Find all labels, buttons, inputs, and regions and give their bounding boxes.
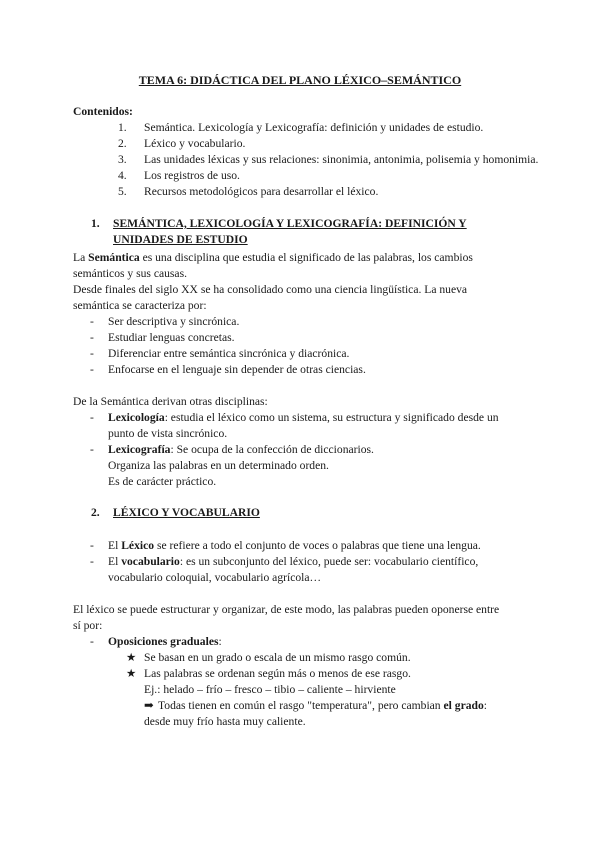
dash-bullet: - [90, 411, 94, 424]
semantica-paragraph-line-2: semánticos y sus causas. [73, 267, 187, 280]
list-item [90, 346, 349, 362]
lexicografia-line-2: Organiza las palabras en un determinado orden. [108, 459, 329, 472]
section-2-heading [91, 505, 260, 521]
lexicologia-definition-line-2: punto de vista sincrónico. [108, 427, 228, 440]
text-run: es una disciplina que estudia el significado de las palabras, los cambios [139, 251, 473, 264]
text-run: : [483, 699, 487, 712]
text-run: : [218, 635, 222, 648]
contents-item-text: Recursos metodológicos para desarrollar el léxico. [144, 185, 379, 198]
contents-item-number: 4. [118, 169, 127, 182]
dash-bullet: - [90, 539, 94, 552]
semantica-paragraph-line-1 [73, 250, 473, 266]
oposiciones-graduales-item [90, 634, 222, 650]
vocabulario-definition: : es un subconjunto del léxico, puede ser: vocabulario científico, [179, 555, 479, 568]
structure-paragraph-line-2: sí por: [73, 619, 103, 632]
section-1-number: 1. [91, 217, 100, 230]
lexicografia-definition: : Se ocupa de la confección de diccionarios. [170, 443, 374, 456]
contents-item-text: Léxico y vocabulario. [144, 137, 246, 150]
star-icon: ★ [126, 651, 137, 664]
dash-bullet: - [90, 331, 94, 344]
list-item-text: Diferenciar entre semántica sincrónica y diacrónica. [108, 347, 350, 360]
semantica-term: Semántica [88, 251, 140, 264]
vocabulario-definition-line-2: vocabulario coloquial, vocabulario agrícola… [108, 571, 322, 584]
contents-item [118, 168, 240, 184]
contents-item-number: 2. [118, 137, 127, 150]
oposiciones-graduales-term: Oposiciones graduales [108, 635, 219, 648]
list-item [90, 314, 239, 330]
dash-bullet: - [90, 555, 94, 568]
section-2-number: 2. [91, 506, 100, 519]
dash-bullet: - [90, 315, 94, 328]
arrow-note-line-2: desde muy frío hasta muy caliente. [144, 715, 306, 728]
lexico-term: Léxico [121, 539, 155, 552]
arrow-note [144, 698, 487, 714]
list-item-text: Enfocarse en el lenguaje sin depender de otras ciencias. [108, 363, 366, 376]
text-run: La [73, 251, 89, 264]
list-item [90, 330, 235, 346]
text-run: Todas tienen en común el rasgo "temperatura", pero cambian [158, 699, 444, 712]
dash-bullet: - [90, 347, 94, 360]
lexicografia-item [90, 442, 374, 458]
vocabulario-item [90, 554, 478, 570]
star-item [126, 650, 411, 666]
list-item-text: Ser descriptiva y sincrónica. [108, 315, 240, 328]
history-paragraph-line-1: Desde finales del siglo XX se ha consolidado como una ciencia lingüística. La nueva [73, 283, 468, 296]
list-item-text: Estudiar lenguas concretas. [108, 331, 235, 344]
text-run: El [108, 539, 122, 552]
lexicologia-definition: : estudia el léxico como un sistema, su estructura y significado desde un [164, 411, 499, 424]
contents-item-number: 1. [118, 121, 127, 134]
section-2-title: LÉXICO Y VOCABULARIO [113, 506, 260, 519]
contents-item [118, 120, 483, 136]
structure-paragraph-line-1: El léxico se puede estructurar y organizar, de este modo, las palabras pueden oponerse entre [73, 603, 500, 616]
lexicografia-term: Lexicografía [108, 443, 171, 456]
dash-bullet: - [90, 363, 94, 376]
list-item [90, 362, 366, 378]
star-item-text: Se basan en un grado o escala de un mismo rasgo común. [144, 651, 411, 664]
star-item-text: Las palabras se ordenan según más o menos de ese rasgo. [144, 667, 411, 680]
contents-item-text: Los registros de uso. [144, 169, 240, 182]
arrow-right-icon: ➡ [144, 699, 154, 712]
grado-term: el grado [443, 699, 484, 712]
contents-heading: Contenidos: [73, 105, 133, 118]
contents-item [118, 152, 538, 168]
section-1-title-line-1: SEMÁNTICA, LEXICOLOGÍA Y LEXICOGRAFÍA: DEFINICIÓN Y [113, 217, 467, 230]
contents-item-text: Las unidades léxicas y sus relaciones: sinonimia, antonimia, polisemia y homonimia. [144, 153, 539, 166]
derive-intro: De la Semántica derivan otras disciplinas: [73, 395, 268, 408]
section-1-heading [91, 216, 467, 232]
contents-item [118, 184, 378, 200]
lexicografia-line-3: Es de carácter práctico. [108, 475, 217, 488]
lexico-item [90, 538, 481, 554]
history-paragraph-line-2: semántica se caracteriza por: [73, 299, 207, 312]
dash-bullet: - [90, 635, 94, 648]
contents-item-text: Semántica. Lexicología y Lexicografía: definición y unidades de estudio. [144, 121, 484, 134]
contents-item [118, 136, 245, 152]
section-1-title-line-2: UNIDADES DE ESTUDIO [113, 233, 248, 246]
lexicologia-term: Lexicología [108, 411, 165, 424]
dash-bullet: - [90, 443, 94, 456]
contents-item-number: 5. [118, 185, 127, 198]
lexico-definition: se refiere a todo el conjunto de voces o palabras que tiene una lengua. [154, 539, 481, 552]
star-item [126, 666, 411, 682]
temperature-example: Ej.: helado – frío – fresco – tibio – caliente – hirviente [144, 683, 396, 696]
vocabulario-term: vocabulario [121, 555, 180, 568]
contents-item-number: 3. [118, 153, 127, 166]
star-icon: ★ [126, 667, 137, 680]
page-title: TEMA 6: DIDÁCTICA DEL PLANO LÉXICO–SEMÁNTICO [138, 73, 462, 87]
lexicologia-item [90, 410, 499, 426]
text-run: El [108, 555, 122, 568]
